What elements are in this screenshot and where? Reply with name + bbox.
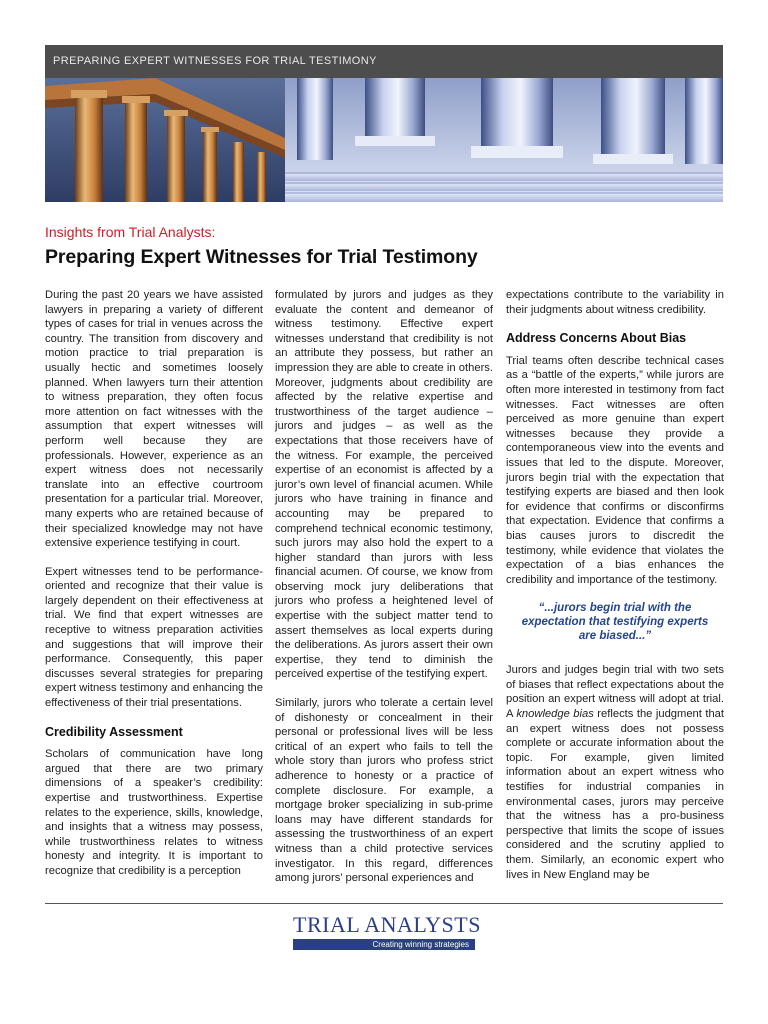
section-heading-credibility: Credibility Assessment <box>45 724 183 739</box>
page-title: Preparing Expert Witnesses for Trial Testimony <box>45 246 478 268</box>
logo-tagline: Creating winning strategies <box>293 939 475 950</box>
pull-quote: “...jurors begin trial with the expectation that testifying experts are biased...” <box>521 602 709 643</box>
logo-text: TRIAL ANALYSTS <box>293 912 481 937</box>
column-1 <box>45 288 263 893</box>
footer-divider <box>45 903 723 904</box>
paragraph: Scholars of communication have long argued that there are two primary dimensions of a speaker’s credibility: expertise and trustworthiness. Expertise relates to the experience, skills, knowledge, and insights that a witness may possess, while trustworthiness relates to witness honesty and integrity. It is important to recognize that credibility is a perception <box>45 748 263 877</box>
paragraph: Expert witnesses tend to be performance-oriented and recognize that their value is largely dependent on their effectiveness at trial. We find that expert witnesses are receptive to witness preparation activities and suggestions that will improve their performance. Consequently, this paper discusses several strategies for preparing expert witness testimony and enhancing the effectiveness of their trial presentations. <box>45 565 263 710</box>
paragraph: Trial teams often describe technical cases as a “battle of the experts,” while jurors are often more interested in testimony from fact witnesses. Fact witnesses are often perceived as more genuine than expert witnesses because they provide a contemporaneous view into the events and issues that led to the dispute. Moreover, jurors begin trial with the expectation that testifying experts are biased and then look for evidence that confirms or disconfirms that expectation. Evidence that confirms a bias causes jurors to discredit the testimony, while evidence that violates the expectation of a bias enhances the credibility and importance of the testimony. <box>506 354 724 586</box>
courthouse-columns-image <box>45 78 723 202</box>
paragraph: Similarly, jurors who tolerate a certain level of dishonesty or concealment in their personal or professional lives will be less critical of an expert who fails to tell the whole story than jurors who profess strict adherence to honesty or a practice of complete disclosure. For example, a mortgage broker specializing in sub-prime loans may have different standards for assessing the trustworthiness of an expert witness than a child protective services investigator. In this regard, differences among jurors’ personal experiences and <box>275 697 493 885</box>
header-bar <box>45 45 723 78</box>
section-heading-bias: Address Concerns About Bias <box>506 331 687 346</box>
column-2 <box>275 288 493 900</box>
paragraph-text: Jurors and judges begin trial with two sets of biases that reflect expectations about the position an expert witness will adopt at trial. A <box>506 664 724 721</box>
emphasized-term: knowledge bias <box>516 708 594 721</box>
kicker-text: Insights from Trial Analysts: <box>45 224 216 240</box>
paragraph <box>506 663 724 882</box>
column-3 <box>506 288 724 896</box>
paragraph: formulated by jurors and judges as they evaluate the content and demeanor of witness testimony. Effective expert witnesses understand that credibility is not an attribute they possess, but rather an impression they are able to create in others. Moreover, judgments about credibility are affected by the relative expertise and trustworthiness of the target audience – jurors and judges – as well as the expectations that those receivers have of the witness. For example, the perceived expertise of an economist is affected by a juror’s own level of financial acumen. While jurors who have training in finance and accounting may be prepared to comprehend technical economic testimony, such jurors may also hold the expert to a higher standard than jurors with less financial acumen. Of course, we know from observing mock jury deliberations that jurors who profess a heightened level of expertise with the subject matter tend to assert themselves as local experts during the deliberations. As jurors assert their own expertise, they tend to diminish the perceived expertise of the testifying expert. <box>275 289 493 681</box>
paragraph: expectations contribute to the variability in their judgments about witness credibility. <box>506 289 724 316</box>
trial-analysts-logo <box>293 912 481 950</box>
header-bar-title: PREPARING EXPERT WITNESSES FOR TRIAL TESTIMONY <box>53 55 377 67</box>
paragraph: During the past 20 years we have assisted lawyers in preparing a variety of different types of cases for trial in venues across the country. The transition from discovery and motion practice to trial preparation is usually hectic and sometimes loosely planned. When lawyers turn their attention to witness preparation, they often focus more attention on fact witnesses with the assumption that expert witnesses will perform well because they are professionals. However, experience as an expert witness does not necessarily translate into an effective courtroom presentation for a particular trial. Moreover, many experts who are retained because of their specialized knowledge may not have extensive experience testifying in court. <box>45 289 263 550</box>
paragraph-text: reflects the judgment that an expert witness does not possess complete or accurate information about the topic. For example, given limited information about an expert witness who testifies for industrial companies in environmental cases, jurors may perceive that the witness has a pro-business perspective that limits the scope of issues considered and the scrutiny applied to them. Similarly, an economic expert who lives in New England may be <box>506 708 725 881</box>
